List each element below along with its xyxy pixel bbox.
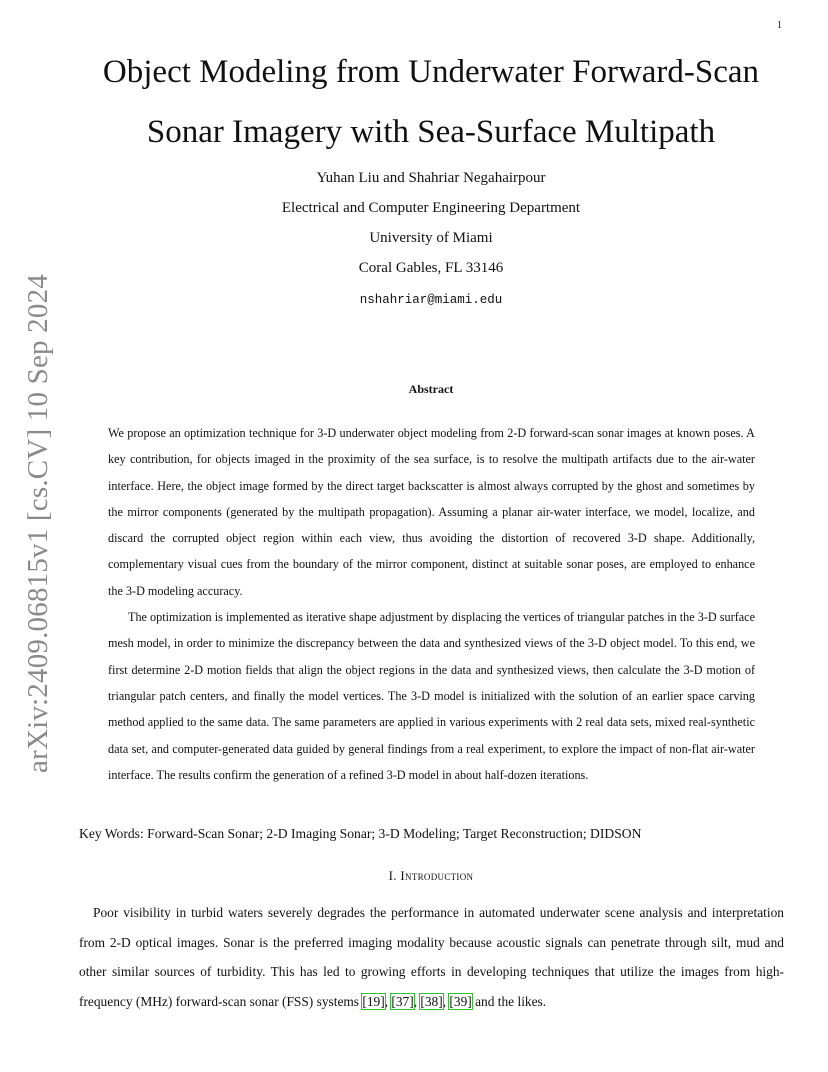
citation-link[interactable]: [37] [391,993,414,1009]
citation-separator: , [442,993,450,1009]
university: University of Miami [369,230,493,246]
arxiv-stamp [20,273,56,773]
intro-text-end: and the likes. [471,993,547,1009]
abstract-heading: Abstract [408,382,454,396]
abstract-paragraph-2: The optimization is implemented as iterative shape adjustment by displacing the vertices of triangular patches in the 3-D surface mesh model, in order to minimize the discrepancy between the data and synthesized views of the 3-D object model. To this end, we first determine 2-D motion fields that align the object regions in the data and synthesized views, then calculate the 3-D motion of triangular patch centers, and finally the model vertices. The 3-D model is initialized with the solution of an earlier space carving method applied to the same data. The same parameters are applied in various experiments with 2 real data sets, mixed real-synthetic data set, and computer-generated data guided by general findings from a real experiment, to explore the impact of non-flat air-water interface. The results confirm the generation of a refined 3-D model in about half-dozen iterations. [108,610,755,782]
citation-separator: , [384,993,392,1009]
location: Coral Gables, FL 33146 [358,260,504,276]
abstract-paragraph-1: We propose an optimization technique for 3-D underwater object modeling from 2-D forward-scan sonar images at known poses. A key contribution, for objects imaged in the proximity of the sea surface, is to resolve the multipath artifacts due to the air-water interface. Here, the object image formed by the direct target backscatter is almost always corrupted by the ghost and sometimes by the mirror components (generated by the multipath propagation). Assuming a planar air-water interface, we model, localize, and discard the corrupted object region within each view, thus avoiding the distortion of recovered 3-D shape. Additionally, complementary visual cues from the boundary of the mirror component, distinct at suitable sonar poses, are employed to enhance the 3-D modeling accuracy. [108,426,755,598]
citation-link[interactable]: [39] [449,993,472,1009]
paper-title [60,42,802,162]
page-number: 1 [777,20,782,31]
arxiv-identifier: arXiv:2409.06815v1 [cs.CV] 10 Sep 2024 [21,273,54,773]
introduction-paragraph [79,898,784,1016]
citation-link[interactable]: [19] [362,993,385,1009]
citation-link[interactable]: [38] [420,993,443,1009]
author-block [60,163,802,315]
email: nshahriar@miami.edu [359,293,503,307]
title-line-2: Sonar Imagery with Sea-Surface Multipath [146,114,716,150]
intro-text: Poor visibility in turbid waters severely degrades the performance in automated underwater scene analysis and interpretation from 2-D optical images. Sonar is the preferred imaging modality because acoustic signals can penetrate through silt, mud and other similar sources of turbidity. This has led to growing efforts in developing techniques that utilize the images from high-frequency (MHz) forward-scan sonar (FSS) systems [79,905,784,1009]
title-line-1: Object Modeling from Underwater Forward-Scan [102,54,760,90]
section-heading: I. Introduction [388,868,474,883]
department: Electrical and Computer Engineering Department [281,200,581,216]
keywords: Key Words: Forward-Scan Sonar; 2-D Imaging Sonar; 3-D Modeling; Target Reconstruction; DIDSON [79,826,642,841]
authors: Yuhan Liu and Shahriar Negahairpour [316,170,546,186]
abstract-body [108,420,755,788]
citation-separator: , [413,993,421,1009]
